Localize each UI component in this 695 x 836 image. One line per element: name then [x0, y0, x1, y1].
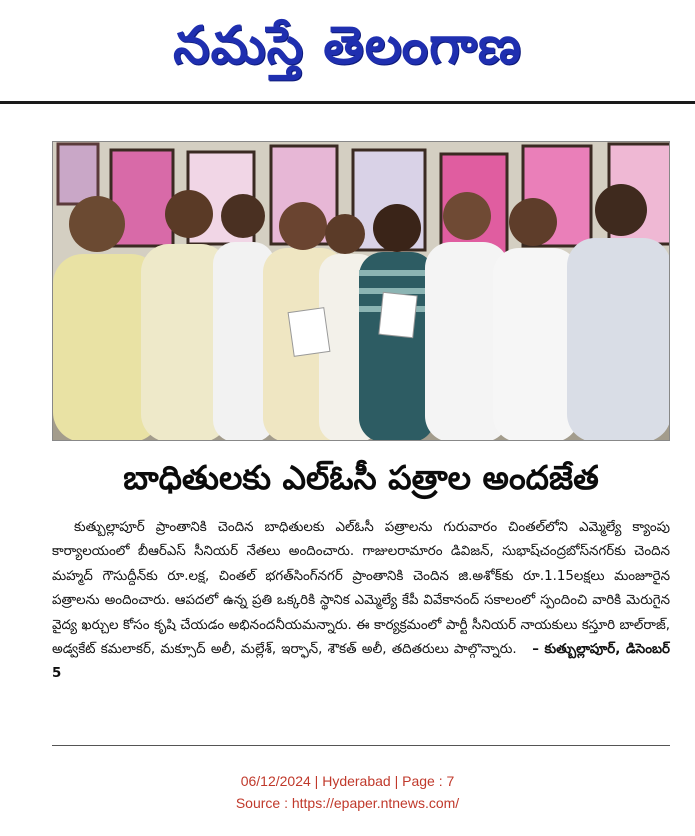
- source-label[interactable]: Source : https://epaper.ntnews.com/: [235, 795, 460, 811]
- article-headline: బాధితులకు ఎల్‌ఓసీ పత్రాల అందజేత: [123, 458, 599, 497]
- news-photo: [52, 141, 670, 441]
- masthead: [0, 0, 695, 95]
- article-body: [52, 516, 670, 734]
- masthead-rule: [0, 101, 695, 104]
- edition-info: 06/12/2024 | Hyderabad | Page : 7: [240, 773, 455, 789]
- article-body-text: కుత్బుల్లాపూర్ ప్రాంతానికి చెందిన బాధితులకు ఎల్‌ఓసీ పత్రాలను గురువారం చింతల్‌లోని ఎమ్మెల్యే క్యాంపు కార్యాలయంలో బీఆర్‌ఎస్ సీనియర్ నేతలు అందించారు. గాజులరామారం డివిజన్, సుభాష్‌చంద్రబోస్‌నగర్‌కు చెందిన మహ్మద్ గౌసుద్దీన్‌కు రూ.లక్ష, చింతల్ భగత్‌సింగ్‌నగర్ ప్రాంతానికి చెందిన జి.అశోక్‌కు రూ.1.15లక్షలు మంజూరైన పత్రాలను అందించారు. ఆపదలో ఉన్న ప్రతి ఒక్కరికి స్థానిక ఎమ్మెల్యే కేపీ వివేకానంద్ సకాలంలో స్పందించి వారికి మెరుగైన వైద్య ఖర్చుల కోసం కృషి చేయడం అభినందనీయమన్నారు. ఈ కార్యక్రమంలో పార్టీ సీనియర్ నాయకులు కస్తూరి బాల్‌రాజ్, అడ్వకేట్ కమలాకర్, మక్సూద్ అలీ, మల్లేశ్, ఇర్ఫాన్, శౌకత్ అలీ, తదితరులు పాల్గొన్నారు.: [52, 520, 670, 658]
- article-dateline: – కుత్బుల్లాపూర్, డిసెంబర్ 5: [52, 642, 670, 682]
- wall-posters: [58, 144, 670, 258]
- newspaper-title: నమస్తే తెలంగాణ: [173, 16, 522, 76]
- photo-illustration: [53, 142, 670, 441]
- source-link[interactable]: [0, 795, 695, 811]
- footer-rule: [52, 745, 670, 746]
